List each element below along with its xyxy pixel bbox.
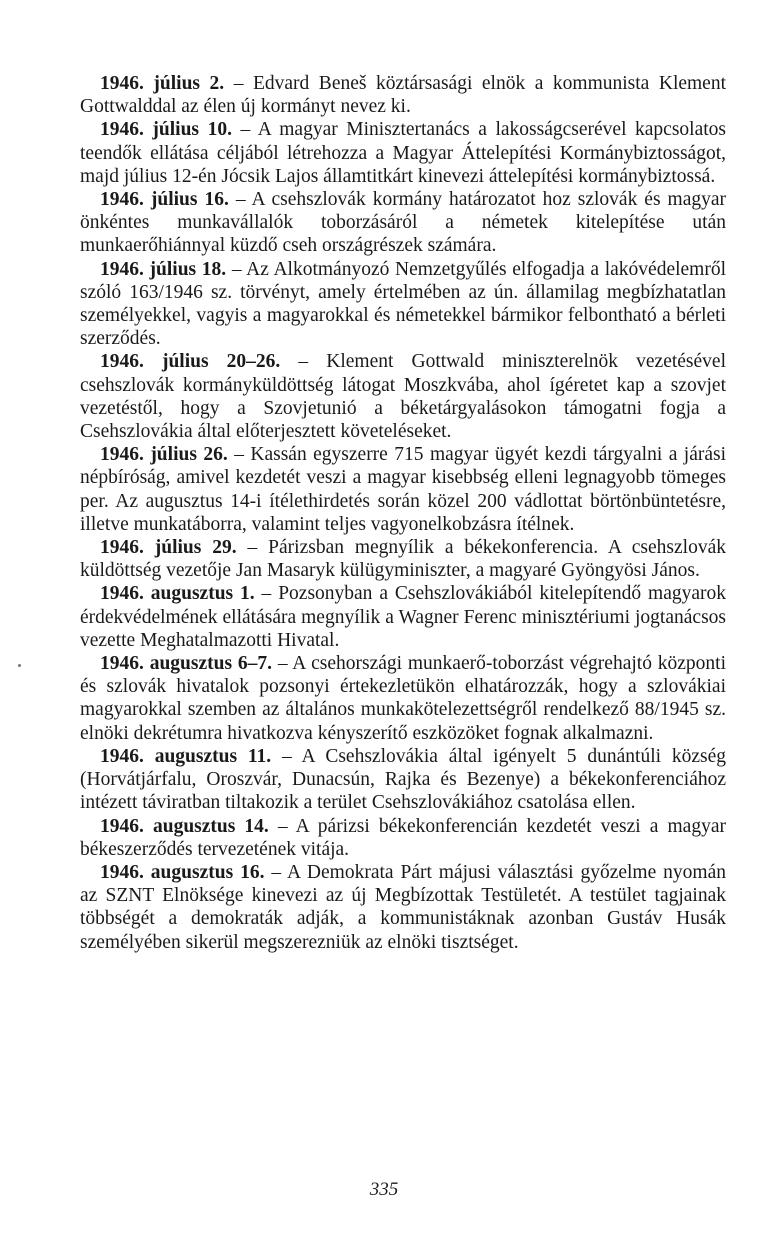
entry-text: – A párizsi békekonferencián kezdetét veszi a magyar békeszerződés tervezetének vitája. [80,815,726,860]
entry-date: 1946. július 2. [100,73,225,94]
entry-text: – Edvard Beneš köztársasági elnök a kommunista Klement Gottwalddal az élen új kormányt nevez ki. [80,73,727,118]
chronology-entry [80,745,726,815]
entry-text: – Pozsonyban a Csehszlovákiából kitelepítendő magyarok érdekvédelmének ellátására megnyílik a Wagner Ferenc minisztériumi jogtanácsos vezette Meghatalmazotti Hivatal. [80,583,726,651]
entry-text: – Kassán egyszerre 715 magyar ügyét kezdi tárgyalni a járási népbíróság, amivel kezdetét veszi a magyar kisebbség elleni legnagyobb tömeges per. Az augusztus 14-i ítélethirdetés során közel 200 vádlottat börtönbüntetésre, illetve munkatáborra, valamint teljes vagyonelkobzásra ítélnek. [80,444,727,535]
entry-text: – A Demokrata Párt májusi választási győzelme nyomán az SZNT Elnöksége kinevezi az új Megbízottak Testületét. A testület tagjainak többségét a demokraták adják, a kommunistáknak azonban Gustáv Husák személyében sikerül megszerezniük az elnöki tisztséget. [80,861,726,953]
page-body [80,72,726,954]
entry-date: 1946. augusztus 6–7. [100,653,272,675]
entry-date: 1946. augusztus 11. [100,745,272,767]
entry-text: – A Csehszlovákia által igényelt 5 dunántúli község (Horvátjárfalu, Oroszvár, Dunacsún, Rajka és Bezenye) a békekonferenciához intézett táviratban tiltakozik a terület Csehszlovákiához csatolása ellen. [80,745,726,814]
entry-date: 1946. augusztus 14. [100,815,269,837]
entry-text: – Párizsban megnyílik a békekonferencia. A csehszlovák küldöttség vezetője Jan Masaryk külügyminiszter, a magyaré Gyöngyösi János. [80,537,726,582]
entry-text: – A magyar Minisztertanács a lakosságcserével kapcsolatos teendők ellátása céljából létrehozza a Magyar Áttelepítési Kormánybiztosságot, majd július 12-én Jócsik Lajos államtitkárt kinevezi áttelepítési kormánybiztossá. [80,119,727,187]
entry-date: 1946. július 20–26. [100,351,281,373]
chronology-entry [80,72,726,118]
chronology-entry [80,815,726,861]
entry-date: 1946. július 29. [100,537,237,559]
scan-speck [18,664,21,667]
entry-date: 1946. július 26. [100,444,228,466]
page-number: 335 [369,1179,399,1200]
entry-date: 1946. augusztus 1. [100,583,255,605]
entry-date: 1946. július 18. [100,258,227,280]
entry-text: – Klement Gottwald miniszterelnök vezetésével csehszlovák kormányküldöttség látogat Moszkvába, ahol ígéretet kap a szovjet vezetéstől, hogy a Szovjetunió a béketárgyalásokon támogatni fogja a Csehszlovákia által előterjesztett követeléseket. [80,351,727,443]
chronology-entry [80,118,726,188]
chronology-entry [80,443,726,536]
chronology-entry [80,350,726,443]
entry-text: – A csehországi munkaerő-toborzást végrehajtó központi és szlovák hivatalok pozsonyi értekezletükön elhatározzák, hogy a szlovákiai magyarokkal szemben az általános munkakötelezettségről rendelkező 88/1945 sz. elnöki dekrétumra hivatkozva kényszerítő eszközöket fognak alkalmazni. [80,653,726,744]
entry-text: – Az Alkotmányozó Nemzetgyűlés elfogadja a lakóvédelemről szóló 163/1946 sz. törvényt, amely értelmében az ún. államilag megbízhatatlan személyekkel, vagyis a magyarokkal és németekkel bármikor felbontható a bérleti szerződés. [80,258,727,350]
entry-date: 1946. július 16. [100,189,229,211]
chronology-entry [80,582,726,652]
entry-text: – A csehszlovák kormány határozatot hoz szlovák és magyar önkéntes munkavállalók toborzásáról a németek kitelepítése után munkaerőhiánnyal küzdő cseh országrészek számára. [80,189,727,257]
entry-date: 1946. július 10. [100,119,232,141]
chronology-entry [80,536,726,582]
entry-date: 1946. augusztus 16. [100,861,265,883]
chronology-entry [80,188,726,258]
chronology-entry [80,258,726,351]
chronology-entry [80,652,726,745]
chronology-entry [80,861,726,954]
